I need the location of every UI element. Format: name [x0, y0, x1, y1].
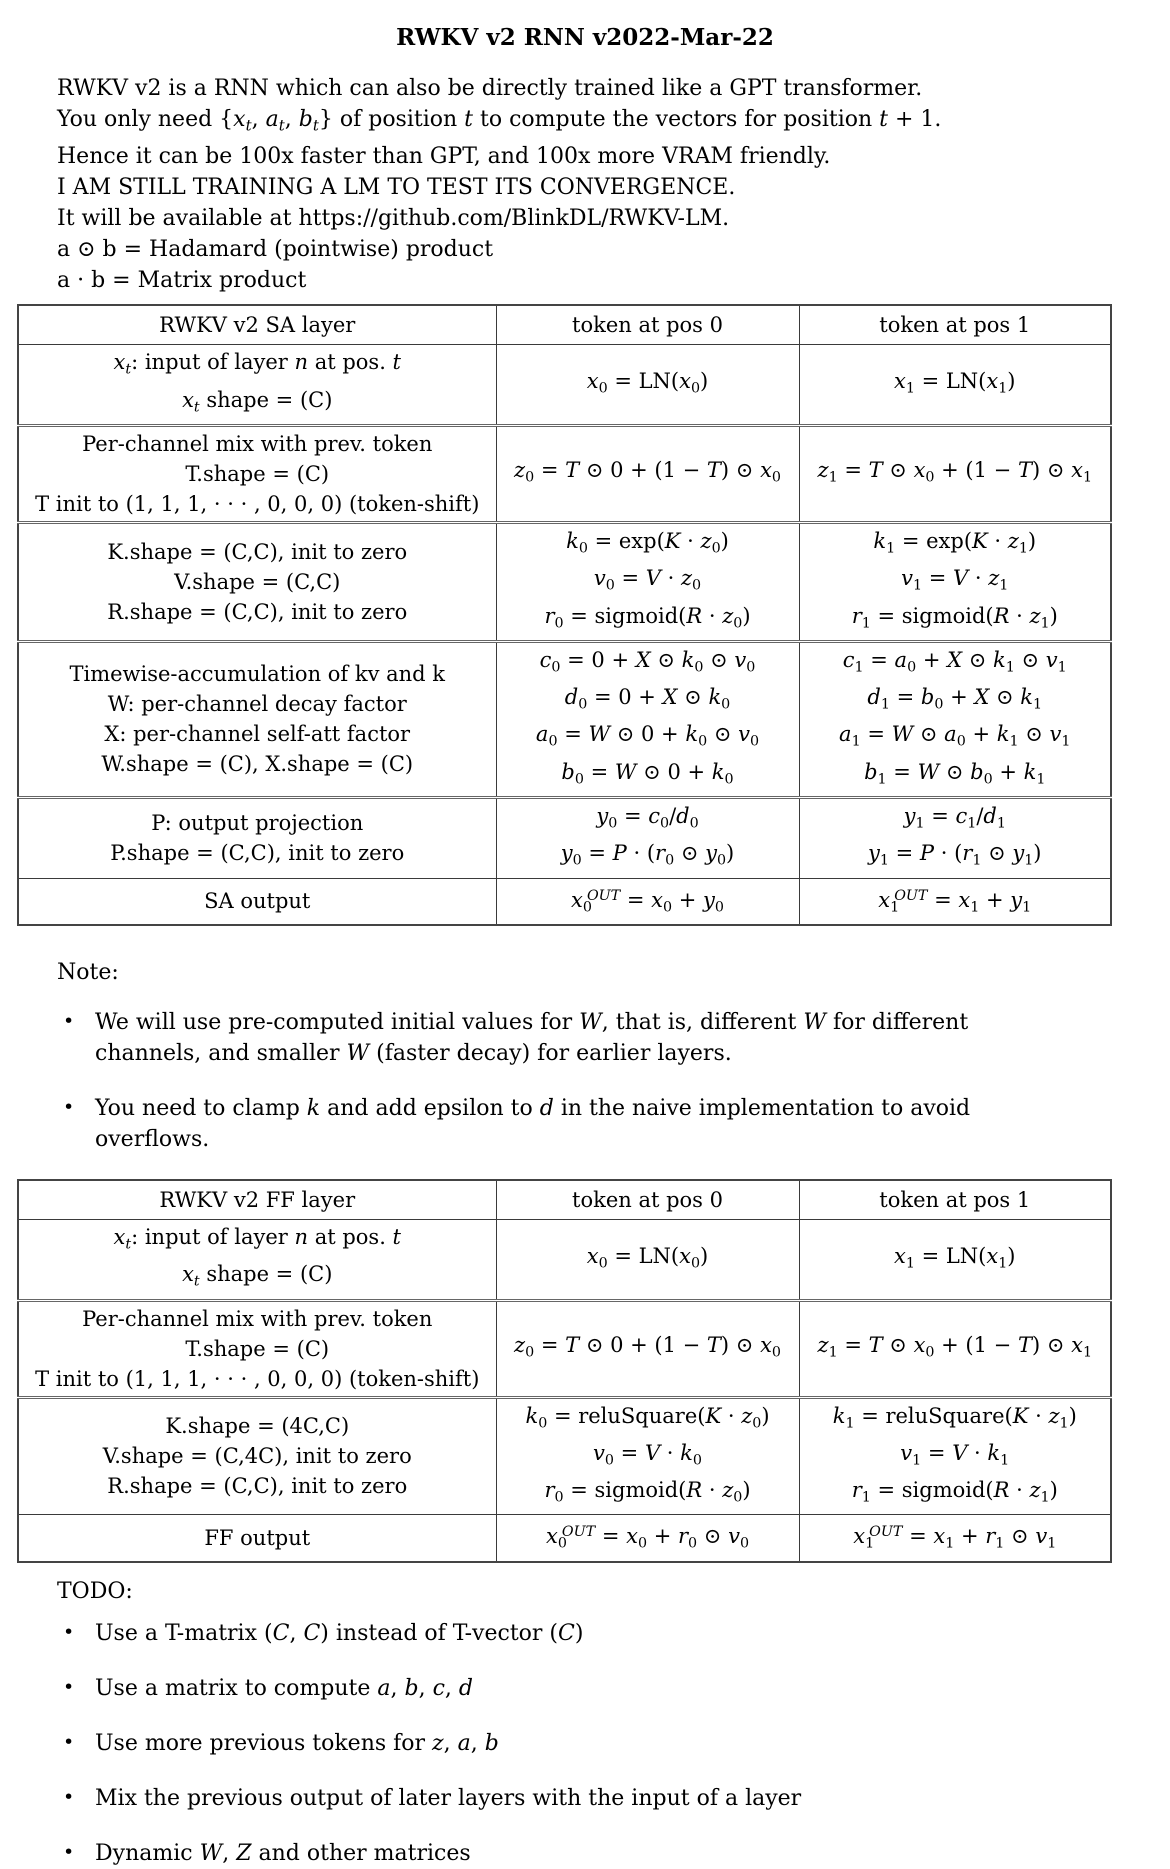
intro-paragraph: RWKV v2 is a RNN which can also be directly trained like a GPT transformer. You only need {$x_t$, $a_t$, $b_t$} of position t to compute the vectors for position t + 1. Hence it can be 100x faster than GPT, and 100x more VRAM friendly. I AM STILL TRAINING A LM TO TEST ITS CONVERGENCE. It will be available at https://github.com/BlinkDL/RWKV-LM. a ⊙ b = Hadamard (pointwise) product a · b = Matrix product [57, 76, 942, 294]
ff-row-tokenmix-pos0: $z_0 = T$ ⊙ 0 + (1 − T) ⊙ $x_0$ [496, 1300, 799, 1397]
todo-item [57, 1728, 1081, 1759]
ff-row-kvr-label: K.shape = (4C,C) V.shape = (C,4C), init to zero R.shape = (C,C), init to zero [18, 1397, 496, 1515]
note-heading: Note: [57, 959, 119, 985]
note-item-text: You need to clamp k and add epsilon to d in the naive implementation to avoid overflows. [95, 1095, 971, 1152]
todo-item [57, 1673, 1081, 1704]
todo-item-text: Dynamic W, Z and other matrices [95, 1840, 471, 1866]
ff-row-kvr-pos0: $k_0$ = reluSquare(K · $z_0$) $v_0 = V \cdot k_0$ $r_0$ = sigmoid(R · $z_0$) [496, 1397, 799, 1515]
sa-row-accumulation-label: Timewise-accumulation of kv and k W: per-channel decay factor X: per-channel self-att factor W.shape = (C), X.shape = (C) [18, 641, 496, 797]
sa-row-input-pos1: $x_1 = LN(x_1)$ [799, 345, 1111, 426]
sa-row-input-label: $x_t$: input of layer n at pos. t $x_t$ shape = (C) [18, 345, 496, 426]
sa-header-row [18, 305, 1111, 345]
ff-row-input-pos0: $x_0 = LN(x_0)$ [496, 1219, 799, 1300]
ff-row-input-pos1: $x_1 = LN(x_1)$ [799, 1219, 1111, 1300]
ff-row-kvr-pos1: $k_1$ = reluSquare(K · $z_1$) $v_1 = V \cdot k_1$ $r_1$ = sigmoid(R · $z_1$) [799, 1397, 1111, 1515]
bullet-icon: • [63, 1009, 75, 1032]
ff-row-tokenmix-pos1: $z_1 = T$ ⊙ $x_0 + (1 - T)$ ⊙ $x_1$ [799, 1300, 1111, 1397]
ff-row-tokenmix-label: Per-channel mix with prev. token T.shape = (C) T init to (1, 1, 1, · · · , 0, 0, 0) (token-shift) [18, 1300, 496, 1397]
sa-row-projection-pos0: $y_0 = c_0/d_0$ $y_0 = P \cdot (r_0$ ⊙ $y_0$) [496, 798, 799, 879]
todo-list [57, 1618, 1081, 1869]
page-title: RWKV v2 RNN v2022-Mar-22 [396, 24, 774, 51]
ff-header-row [18, 1180, 1111, 1220]
bullet-icon: • [63, 1620, 75, 1643]
sa-row-input-pos0: $x_0 = LN(x_0)$ [496, 345, 799, 426]
ff-row-input-label: $x_t$: input of layer n at pos. t $x_t$ shape = (C) [18, 1219, 496, 1300]
sa-row-output-pos0: $x_0^{OUT} = x_0 + y_0$ [496, 878, 799, 925]
ff-layer-table [17, 1179, 1112, 1563]
bullet-icon: • [63, 1840, 75, 1863]
sa-row-output-label: SA output [18, 878, 496, 925]
sa-header-layer: RWKV v2 SA layer [18, 305, 496, 345]
sa-row-tokenmix-pos0: $z_0 = T$ ⊙ 0 + (1 − T) ⊙ $x_0$ [496, 426, 799, 523]
ff-header-layer: RWKV v2 FF layer [18, 1180, 496, 1220]
sa-row-projection [18, 798, 1111, 879]
sa-row-tokenmix-pos1: $z_1 = T$ ⊙ $x_0 + (1 - T)$ ⊙ $x_1$ [799, 426, 1111, 523]
document-page [0, 24, 1170, 1866]
ff-row-output [18, 1515, 1111, 1562]
bullet-icon: • [63, 1675, 75, 1698]
todo-item-text: Mix the previous output of later layers with the input of a layer [95, 1785, 802, 1811]
sa-row-input [18, 345, 1111, 426]
ff-row-input [18, 1219, 1111, 1300]
sa-row-accumulation [18, 641, 1111, 797]
sa-row-accumulation-pos0: $c_0 = 0 + X$ ⊙ $k_0$ ⊙ $v_0$ $d_0 = 0 + X$ ⊙ $k_0$ $a_0 = W$ ⊙ $0 + k_0$ ⊙ $v_0$ $b_0 = W$ ⊙ $0 + k_0$ [496, 641, 799, 797]
ff-row-kvr [18, 1397, 1111, 1515]
sa-row-projection-pos1: $y_1 = c_1/d_1$ $y_1 = P \cdot (r_1$ ⊙ $y_1$) [799, 798, 1111, 879]
sa-row-kvr-pos1: $k_1 = \exp(K \cdot z_1)$ $v_1 = V \cdot z_1$ $r_1$ = sigmoid(R · $z_1$) [799, 523, 1111, 642]
ff-header-pos0: token at pos 0 [496, 1180, 799, 1220]
bullet-icon: • [63, 1095, 75, 1118]
note-item [57, 1093, 1081, 1155]
todo-item [57, 1618, 1081, 1649]
sa-row-tokenmix [18, 426, 1111, 523]
note-list [57, 1007, 1081, 1155]
note-item-text: We will use pre-computed initial values for W, that is, different W for different channels, and smaller W (faster decay) for earlier layers. [95, 1009, 969, 1066]
todo-item-text: Use a matrix to compute a, b, c, d [95, 1675, 473, 1701]
sa-header-pos1: token at pos 1 [799, 305, 1111, 345]
sa-row-projection-label: P: output projection P.shape = (C,C), init to zero [18, 798, 496, 879]
ff-header-pos1: token at pos 1 [799, 1180, 1111, 1220]
ff-row-output-pos1: $x_1^{OUT} = x_1 + r_1$ ⊙ $v_1$ [799, 1515, 1111, 1562]
sa-layer-table [17, 304, 1112, 926]
sa-row-kvr-label: K.shape = (C,C), init to zero V.shape = (C,C) R.shape = (C,C), init to zero [18, 523, 496, 642]
sa-row-tokenmix-label: Per-channel mix with prev. token T.shape = (C) T init to (1, 1, 1, · · · , 0, 0, 0) (token-shift) [18, 426, 496, 523]
note-item [57, 1007, 1081, 1069]
todo-heading: TODO: [57, 1578, 133, 1604]
bullet-icon: • [63, 1730, 75, 1753]
todo-item-text: Use a T-matrix (C, C) instead of T-vector (C) [95, 1620, 584, 1646]
ff-row-output-pos0: $x_0^{OUT} = x_0 + r_0$ ⊙ $v_0$ [496, 1515, 799, 1562]
sa-row-output [18, 878, 1111, 925]
bullet-icon: • [63, 1785, 75, 1808]
todo-item-text: Use more previous tokens for z, a, b [95, 1730, 499, 1756]
ff-row-tokenmix [18, 1300, 1111, 1397]
sa-row-accumulation-pos1: $c_1 = a_0 + X$ ⊙ $k_1$ ⊙ $v_1$ $d_1 = b_0 + X$ ⊙ $k_1$ $a_1 = W$ ⊙ $a_0 + k_1$ ⊙ $v_1$ $b_1 = W$ ⊙ $b_0 + k_1$ [799, 641, 1111, 797]
sa-header-pos0: token at pos 0 [496, 305, 799, 345]
todo-item [57, 1783, 1081, 1814]
sa-row-kvr [18, 523, 1111, 642]
ff-row-output-label: FF output [18, 1515, 496, 1562]
sa-row-output-pos1: $x_1^{OUT} = x_1 + y_1$ [799, 878, 1111, 925]
sa-row-kvr-pos0: $k_0 = \exp(K \cdot z_0)$ $v_0 = V \cdot z_0$ $r_0$ = sigmoid(R · $z_0$) [496, 523, 799, 642]
todo-item [57, 1838, 1081, 1869]
